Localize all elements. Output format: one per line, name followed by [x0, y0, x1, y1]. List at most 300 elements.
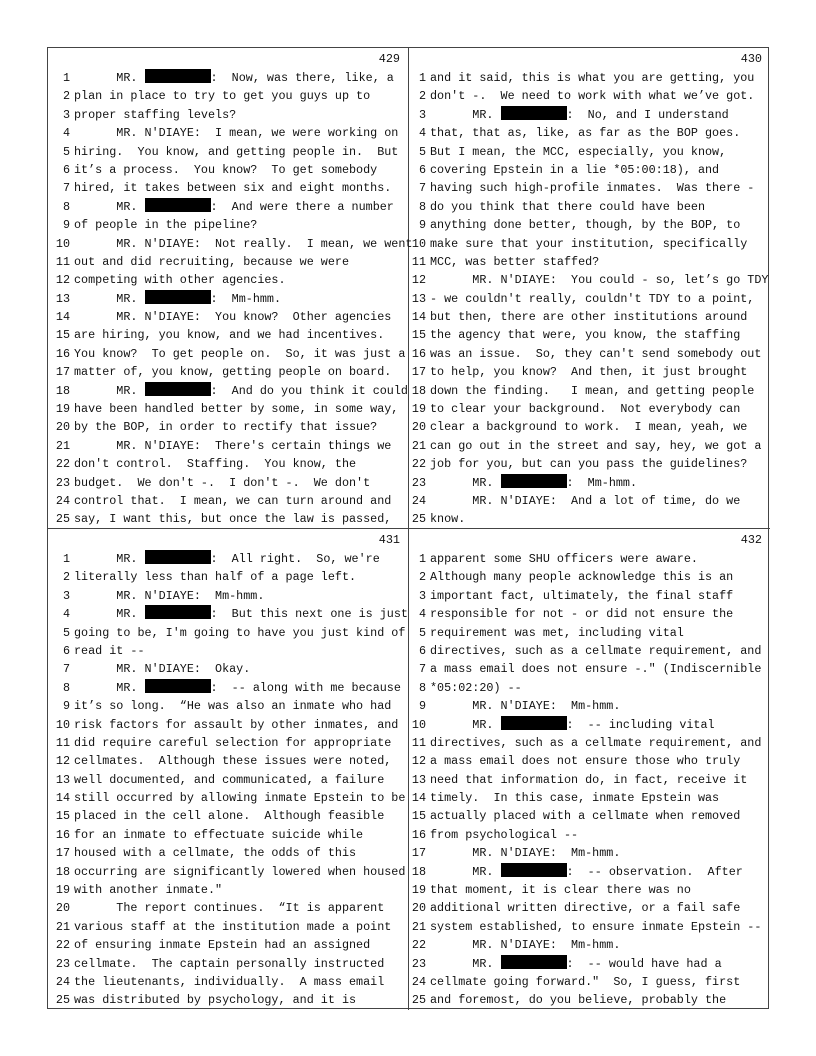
line-text: [74, 198, 394, 216]
speaker-prefix: MR.: [74, 71, 145, 85]
line-text: out and did recruiting, because we were: [74, 254, 349, 269]
transcript-line: [409, 899, 770, 917]
transcript-line: [409, 216, 770, 234]
line-text: [430, 955, 722, 973]
transcript-line: [409, 587, 770, 605]
line-number: 11: [55, 735, 70, 750]
line-text: don't -. We need to work with what we’ve got.: [430, 89, 755, 104]
line-text: clear a background to work. I mean, yeah, we: [430, 420, 748, 435]
line-number: 19: [55, 402, 70, 417]
line-text: MR. N'DIAYE: Mm-hmm.: [74, 588, 265, 603]
transcript-line: [48, 991, 408, 1009]
line-text: hiring. You know, and getting people in. But: [74, 144, 399, 159]
line-text: [74, 550, 380, 568]
transcript-line: [409, 143, 770, 161]
line-text: job for you, but can you pass the guidelines?: [430, 457, 748, 472]
line-number: 13: [55, 291, 70, 306]
transcript-line: [409, 807, 770, 825]
line-text: are hiring, you know, and we had incentives.: [74, 328, 385, 343]
line-text: was an issue. So, they can't send somebody out: [430, 346, 762, 361]
line-number: 9: [62, 699, 70, 714]
line-number: 15: [411, 809, 426, 824]
transcript-line: [409, 363, 770, 381]
speech-text: : -- including vital: [566, 717, 715, 732]
speech-text: : No, and I understand: [566, 107, 729, 122]
line-text: to clear your background. Not everybody can: [430, 402, 741, 417]
transcript-line: [409, 605, 770, 623]
redaction-box: [145, 382, 211, 396]
line-text: by the BOP, in order to rectify that issue?: [74, 420, 378, 435]
transcript-line: [48, 216, 408, 234]
line-number: 8: [62, 199, 70, 214]
speaker-prefix: MR.: [74, 680, 145, 695]
transcript-line: [409, 826, 770, 844]
transcript-page: [48, 48, 413, 529]
line-text: [74, 605, 408, 623]
line-text: - we couldn't really, couldn't TDY to a point,: [430, 291, 755, 306]
line-text: proper staffing levels?: [74, 107, 237, 122]
line-text: requirement was met, including vital: [430, 625, 684, 640]
line-number: 14: [411, 791, 426, 806]
line-number: 1: [62, 71, 70, 85]
line-text: additional written directive, or a fail safe: [430, 901, 741, 916]
line-text: [74, 69, 394, 87]
line-text: read it --: [74, 643, 145, 658]
line-number: 9: [418, 699, 426, 714]
line-number: 15: [411, 328, 426, 343]
line-text: of ensuring inmate Epstein had an assigned: [74, 938, 371, 953]
transcript-line: [48, 510, 408, 528]
line-text: MR. N'DIAYE: You know? Other agencies: [74, 310, 392, 325]
line-number: 6: [418, 162, 426, 177]
line-number: 25: [411, 512, 426, 527]
line-number: 24: [411, 974, 426, 989]
transcript-line: [409, 326, 770, 344]
line-text: with another inmate.": [74, 883, 223, 898]
line-number: 19: [55, 883, 70, 898]
transcript-line: [48, 679, 408, 697]
line-number: 1: [418, 71, 426, 85]
line-number: 4: [418, 607, 426, 622]
transcript-line: [409, 308, 770, 326]
redaction-box: [501, 474, 567, 488]
line-number: 21: [55, 919, 70, 934]
speech-text: : Mm-hmm.: [566, 475, 638, 490]
line-number: 13: [55, 772, 70, 787]
transcript-page: [48, 529, 409, 1010]
speaker-prefix: MR.: [430, 956, 501, 971]
line-text: [74, 382, 408, 400]
transcript-line: [409, 679, 770, 697]
transcript-line: [409, 290, 770, 308]
line-number: 10: [55, 717, 70, 732]
line-text: well documented, and communicated, a failure: [74, 772, 385, 787]
transcript-line: [409, 106, 770, 124]
transcript-line: [48, 418, 408, 436]
line-number: 24: [55, 493, 70, 508]
line-number: 9: [418, 218, 426, 233]
line-number: 17: [55, 846, 70, 861]
transcript-line: [48, 235, 413, 253]
line-text: [430, 106, 729, 124]
line-number: 1: [418, 552, 426, 566]
redaction-box: [145, 550, 211, 564]
redaction-box: [145, 679, 211, 693]
redaction-box: [501, 863, 567, 877]
redaction-box: [501, 716, 567, 730]
transcript-line: [48, 124, 408, 142]
transcript-line: [409, 550, 770, 568]
transcript-line: [48, 973, 408, 991]
redaction-box: [501, 955, 567, 969]
line-number: 7: [418, 181, 426, 196]
transcript-line: [48, 881, 408, 899]
line-number: 10: [411, 236, 426, 251]
transcript-line: [409, 179, 770, 197]
line-text: cellmate going forward." So, I guess, first: [430, 974, 741, 989]
line-number: 12: [55, 754, 70, 769]
line-text: control that. I mean, we can turn around and: [74, 493, 392, 508]
transcript-line: [409, 87, 770, 105]
line-number: 16: [411, 827, 426, 842]
line-text: placed in the cell alone. Although feasible: [74, 809, 385, 824]
transcript-line: [48, 143, 408, 161]
line-text: anything done better, though, by the BOP, to: [430, 218, 741, 233]
line-text: MR. N'DIAYE: Mm-hmm.: [430, 846, 621, 861]
page-number: 431: [378, 533, 400, 547]
line-number: 22: [411, 938, 426, 953]
line-number: 20: [411, 420, 426, 435]
transcript-line: [48, 161, 408, 179]
line-number: 10: [55, 236, 70, 251]
transcript-line: [48, 918, 408, 936]
line-number: 20: [55, 420, 70, 435]
line-text: do you think that there could have been: [430, 199, 705, 214]
line-text: and foremost, do you believe, probably the: [430, 993, 727, 1008]
line-text: matter of, you know, getting people on board.: [74, 365, 392, 380]
line-number: 24: [411, 493, 426, 508]
line-text: it’s a process. You know? To get somebody: [74, 162, 378, 177]
transcript-line: [48, 697, 408, 715]
transcript-line: [409, 844, 770, 862]
line-number: 1: [62, 552, 70, 566]
line-text: But I mean, the MCC, especially, you know,: [430, 144, 727, 159]
speech-text: : Now, was there, like, a: [210, 71, 394, 85]
transcript-line: [409, 660, 770, 678]
transcript-line: [409, 716, 770, 734]
line-text: budget. We don't -. I don't -. We don't: [74, 475, 371, 490]
line-text: housed with a cellmate, the odds of this: [74, 846, 357, 861]
line-text: for an inmate to effectuate suicide while: [74, 827, 364, 842]
line-number: 21: [55, 438, 70, 453]
line-number: 3: [62, 107, 70, 122]
transcript-line: [48, 382, 408, 400]
line-text: MR. N'DIAYE: Mm-hmm.: [430, 938, 621, 953]
transcript-line: [48, 752, 408, 770]
line-text: have been handled better by some, in some way,: [74, 402, 399, 417]
line-text: don't control. Staffing. You know, the: [74, 457, 357, 472]
transcript-line: [409, 400, 770, 418]
line-text: from psychological --: [430, 827, 579, 842]
line-number: 18: [411, 864, 426, 879]
line-number: 15: [55, 328, 70, 343]
transcript-line: [409, 198, 770, 216]
line-number: 22: [55, 457, 70, 472]
line-number: 22: [411, 457, 426, 472]
line-number: 3: [62, 588, 70, 603]
line-text: down the finding. I mean, and getting people: [430, 383, 755, 398]
line-text: did require careful selection for appropriate: [74, 735, 392, 750]
line-number: 25: [411, 993, 426, 1008]
line-number: 14: [411, 310, 426, 325]
line-number: 3: [418, 107, 426, 122]
transcript-line: [48, 734, 408, 752]
transcript-line: [48, 642, 408, 660]
line-text: apparent some SHU officers were aware.: [430, 552, 698, 566]
speaker-prefix: MR.: [430, 864, 501, 879]
line-number: 6: [418, 643, 426, 658]
transcript-line: [48, 605, 408, 623]
transcript-sheet: [47, 47, 769, 1009]
line-text: that, that as, like, as far as the BOP goes.: [430, 126, 741, 141]
line-number: 25: [55, 993, 70, 1008]
line-text: a mass email does not ensure those who truly: [430, 754, 741, 769]
redaction-box: [501, 106, 567, 120]
speaker-prefix: MR.: [430, 717, 501, 732]
transcript-line: [48, 106, 408, 124]
line-text: that moment, it is clear there was no: [430, 883, 691, 898]
line-text: risk factors for assault by other inmates, and: [74, 717, 399, 732]
line-text: [430, 474, 637, 492]
transcript-line: [48, 363, 408, 381]
transcript-line: [48, 474, 408, 492]
line-text: [430, 863, 743, 881]
transcript-line: [409, 253, 770, 271]
speech-text: : All right. So, we're: [210, 552, 380, 566]
line-text: MR. N'DIAYE: Not really. I mean, we went: [74, 236, 413, 251]
line-text: timely. In this case, inmate Epstein was: [430, 791, 720, 806]
transcript-line: [48, 253, 408, 271]
line-number: 18: [411, 383, 426, 398]
line-text: but then, there are other institutions around: [430, 310, 748, 325]
line-text: going to be, I'm going to have you just kind of: [74, 625, 406, 640]
transcript-line: [48, 863, 408, 881]
line-number: 12: [411, 273, 426, 288]
speech-text: : And do you think it could: [210, 383, 408, 398]
line-text: [74, 290, 281, 308]
line-number: 17: [411, 365, 426, 380]
line-number: 12: [411, 754, 426, 769]
transcript-line: [48, 69, 408, 87]
line-text: and it said, this is what you are getting, you: [430, 71, 755, 85]
line-text: was distributed by psychology, and it is: [74, 993, 357, 1008]
transcript-line: [48, 771, 408, 789]
line-text: plan in place to try to get you guys up to: [74, 89, 371, 104]
line-number: 2: [418, 570, 426, 585]
transcript-line: [48, 550, 408, 568]
line-number: 2: [418, 89, 426, 104]
transcript-line: [409, 161, 770, 179]
transcript-line: [48, 345, 408, 363]
transcript-line: [409, 734, 770, 752]
transcript-line: [48, 624, 408, 642]
line-text: directives, such as a cellmate requirement, and: [430, 643, 762, 658]
line-text: competing with other agencies.: [74, 273, 286, 288]
line-text: The report continues. “It is apparent: [74, 901, 385, 916]
line-number: 19: [411, 402, 426, 417]
transcript-line: [409, 936, 770, 954]
transcript-line: [48, 198, 408, 216]
transcript-line: [48, 400, 408, 418]
line-number: 16: [55, 346, 70, 361]
line-text: MR. N'DIAYE: Mm-hmm.: [430, 699, 621, 714]
line-number: 22: [55, 938, 70, 953]
speaker-prefix: MR.: [74, 199, 145, 214]
speaker-prefix: MR.: [430, 475, 501, 490]
line-number: 16: [55, 827, 70, 842]
line-number: 20: [411, 901, 426, 916]
line-text: [74, 679, 401, 697]
transcript-line: [48, 660, 408, 678]
transcript-line: [48, 179, 408, 197]
line-text: directives, such as a cellmate requirement, and: [430, 735, 762, 750]
line-text: Although many people acknowledge this is an: [430, 570, 734, 585]
line-text: system established, to ensure inmate Epstein --: [430, 919, 762, 934]
line-number: 5: [62, 144, 70, 159]
line-number: 25: [55, 512, 70, 527]
transcript-line: [409, 510, 770, 528]
transcript-line: [48, 326, 408, 344]
line-number: 7: [62, 662, 70, 677]
line-number: 4: [418, 126, 426, 141]
line-text: it’s so long. “He was also an inmate who had: [74, 699, 392, 714]
line-text: of people in the pipeline?: [74, 218, 258, 233]
line-number: 18: [55, 864, 70, 879]
line-number: 14: [55, 310, 70, 325]
redaction-box: [145, 69, 211, 83]
line-number: 12: [55, 273, 70, 288]
transcript-line: [48, 587, 408, 605]
transcript-line: [409, 973, 770, 991]
transcript-line: [409, 474, 770, 492]
transcript-line: [48, 955, 408, 973]
transcript-line: [409, 991, 770, 1009]
line-text: still occurred by allowing inmate Epstein to be: [74, 791, 406, 806]
line-number: 20: [55, 901, 70, 916]
transcript-line: [48, 826, 408, 844]
speaker-prefix: MR.: [74, 383, 145, 398]
line-text: important fact, ultimately, the final staff: [430, 588, 734, 603]
transcript-line: [48, 87, 408, 105]
line-number: 2: [62, 89, 70, 104]
line-text: the lieutenants, individually. A mass email: [74, 974, 385, 989]
line-number: 17: [55, 365, 70, 380]
transcript-line: [409, 642, 770, 660]
transcript-line: [48, 455, 408, 473]
transcript-line: [409, 918, 770, 936]
speech-text: : Mm-hmm.: [210, 291, 282, 306]
transcript-line: [48, 290, 408, 308]
transcript-line: [48, 807, 408, 825]
line-text: literally less than half of a page left.: [74, 570, 357, 585]
line-text: having such high-profile inmates. Was there -: [430, 181, 755, 196]
transcript-page: [409, 529, 770, 1010]
line-number: 4: [62, 607, 70, 622]
line-text: occurring are significantly lowered when housed: [74, 864, 406, 879]
line-number: 23: [411, 956, 426, 971]
line-number: 16: [411, 346, 426, 361]
line-text: can go out in the street and say, hey, we got a: [430, 438, 762, 453]
line-number: 3: [418, 588, 426, 603]
line-text: to help, you know? And then, it just brought: [430, 365, 748, 380]
transcript-line: [48, 844, 408, 862]
transcript-line: [48, 789, 408, 807]
transcript-line: [409, 455, 770, 473]
redaction-box: [145, 198, 211, 212]
line-number: 8: [418, 199, 426, 214]
line-number: 11: [411, 254, 426, 269]
line-number: 9: [62, 218, 70, 233]
line-number: 14: [55, 791, 70, 806]
transcript-line: [48, 568, 408, 586]
line-number: 11: [411, 735, 426, 750]
transcript-line: [48, 899, 408, 917]
line-number: 5: [418, 625, 426, 640]
transcript-line: [409, 437, 770, 455]
line-text: MR. N'DIAYE: You could - so, let’s go TDY: [430, 273, 769, 288]
speech-text: : -- would have had a: [566, 956, 722, 971]
line-number: 7: [418, 662, 426, 677]
line-number: 6: [62, 643, 70, 658]
line-text: You know? To get people on. So, it was just a: [74, 346, 406, 361]
transcript-line: [409, 492, 770, 510]
line-number: 7: [62, 181, 70, 196]
line-number: 8: [418, 680, 426, 695]
line-text: say, I want this, but once the law is passed,: [74, 512, 392, 527]
line-text: need that information do, in fact, receive it: [430, 772, 748, 787]
speech-text: : And were there a number: [210, 199, 394, 214]
transcript-line: [409, 881, 770, 899]
line-text: MR. N'DIAYE: Okay.: [74, 662, 251, 677]
line-number: 10: [411, 717, 426, 732]
line-number: 13: [411, 291, 426, 306]
line-number: 21: [411, 438, 426, 453]
transcript-line: [48, 271, 408, 289]
line-text: know.: [430, 512, 466, 527]
line-number: 17: [411, 846, 426, 861]
page-number: 432: [740, 533, 762, 547]
line-text: cellmate. The captain personally instructed: [74, 956, 385, 971]
line-text: hired, it takes between six and eight months.: [74, 181, 392, 196]
transcript-line: [409, 69, 770, 87]
transcript-line: [409, 418, 770, 436]
line-text: actually placed with a cellmate when removed: [430, 809, 741, 824]
speech-text: : But this next one is just: [210, 607, 408, 622]
transcript-line: [409, 955, 770, 973]
line-number: 24: [55, 974, 70, 989]
line-text: the agency that were, you know, the staffing: [430, 328, 741, 343]
redaction-box: [145, 605, 211, 619]
line-number: 5: [418, 144, 426, 159]
line-number: 19: [411, 883, 426, 898]
line-number: 13: [411, 772, 426, 787]
line-number: 5: [62, 625, 70, 640]
transcript-line: [409, 752, 770, 770]
line-number: 6: [62, 162, 70, 177]
line-number: 11: [55, 254, 70, 269]
line-number: 23: [411, 475, 426, 490]
line-number: 8: [62, 680, 70, 695]
